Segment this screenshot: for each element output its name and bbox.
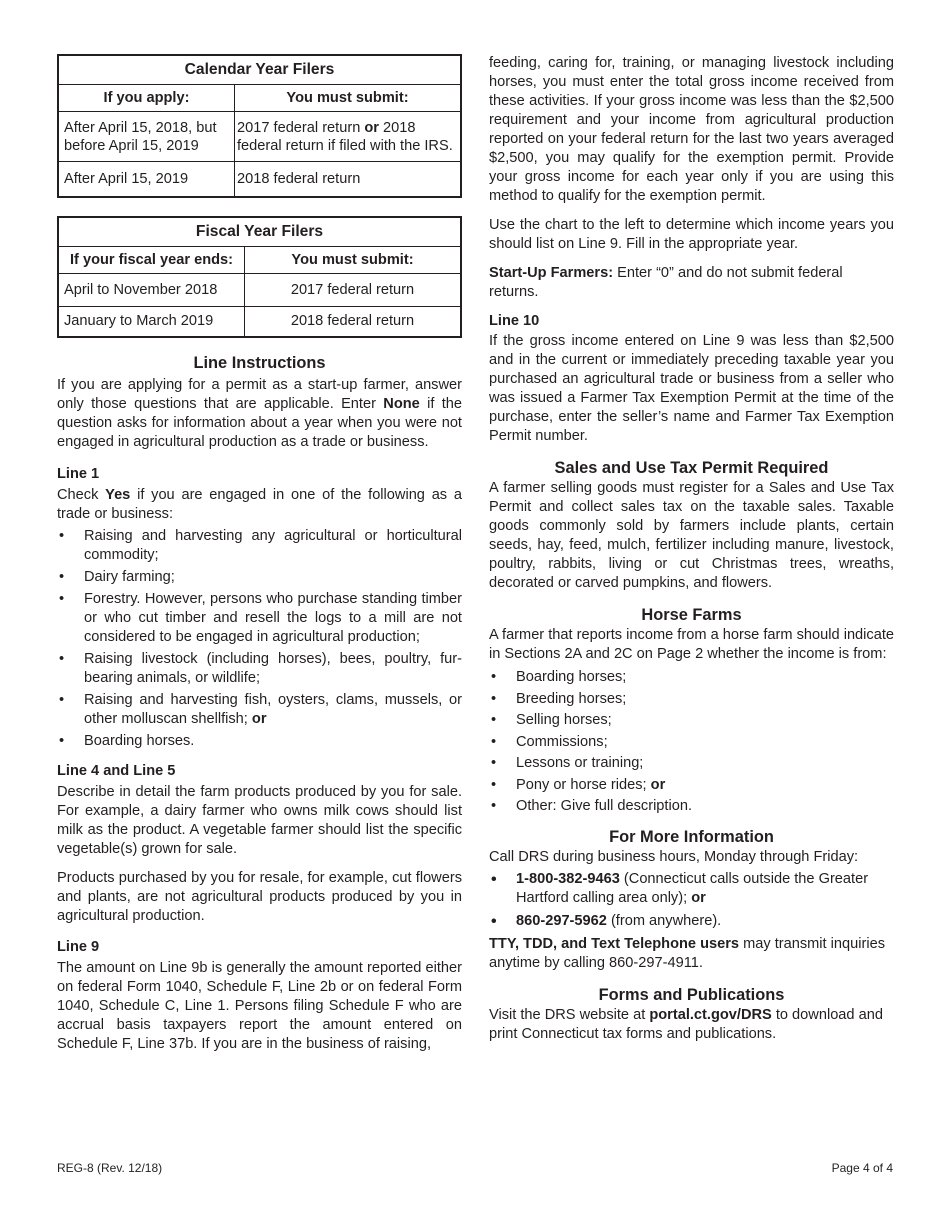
list-item: • Dairy farming; <box>57 568 462 587</box>
startup-farmers-note: Start-Up Farmers: Enter “0” and do not submit federal returns. <box>489 265 843 300</box>
calendar-apply-cell: After April 15, 2018, but before April 15, 2019 <box>58 112 235 162</box>
line9-heading: Line 9 <box>57 939 100 955</box>
fiscal-year-table <box>57 216 462 339</box>
line9-para2: Use the chart to the left to determine which income years you should list on Line 9. Fill in the appropriate year. <box>489 217 894 252</box>
phone-list <box>489 870 894 931</box>
calendar-submit-cell: 2017 federal return or 2018 federal return if filed with the IRS. <box>235 112 462 162</box>
table-row <box>58 306 461 337</box>
line4-5-heading: Line 4 and Line 5 <box>57 763 176 779</box>
forms-heading: Forms and Publications <box>598 986 785 1004</box>
list-item: • Lessons or training; <box>489 754 894 773</box>
horse-farms-heading: Horse Farms <box>641 606 742 624</box>
right-column <box>489 54 894 1044</box>
line1-text: Check Yes if you are engaged in one of the following as a trade or business: <box>57 487 462 522</box>
list-item: • Forestry. However, persons who purchase standing timber or who cut timber and resell the logs to a mill are not considered to be engaged in agricultural production; <box>57 590 462 647</box>
page-number: Page 4 of 4 <box>831 1161 893 1175</box>
sales-tax-text: A farmer selling goods must register for a Sales and Use Tax Permit and collect sales tax on the taxable sales. Taxable goods commonly sold by farmers include plants, certain seeds, hay, feed, mulch, fertilizer including manure, livestock, poultry, rabbits, living or cut Christmas trees, wreaths, decorated or carved pumpkins, and flowers. <box>489 480 894 591</box>
more-info-heading: For More Information <box>609 828 774 846</box>
horse-farms-bullet-list <box>489 668 894 816</box>
fiscal-table-title: Fiscal Year Filers <box>58 217 461 247</box>
list-item: • Boarding horses. <box>57 732 462 751</box>
line-instructions-heading: Line Instructions <box>193 354 326 372</box>
phone-item-anywhere: • 860-297-5962 (from anywhere). <box>489 912 894 931</box>
list-item: • Pony or horse rides; or <box>489 776 894 795</box>
fiscal-submit-cell: 2017 federal return <box>245 273 462 306</box>
forms-text: Visit the DRS website at portal.ct.gov/DRS to download and print Connecticut tax forms and publications. <box>489 1007 883 1042</box>
calendar-col2-header: You must submit: <box>235 85 462 112</box>
fiscal-col2-header: You must submit: <box>245 246 462 273</box>
calendar-table-title: Calendar Year Filers <box>58 55 461 85</box>
more-info-text: Call DRS during business hours, Monday through Friday: <box>489 849 859 865</box>
line4-5-para2: Products purchased by you for resale, for example, cut flowers and plants, are not agricultural products produced by you in agricultural production. <box>57 870 462 924</box>
list-item: • Commissions; <box>489 733 894 752</box>
list-item: • Raising livestock (including horses), bees, poultry, fur-bearing animals, or wildlife; <box>57 650 462 688</box>
list-item: • Raising and harvesting any agricultural or horticultural commodity; <box>57 527 462 565</box>
horse-farms-text: A farmer that reports income from a horse farm should indicate in Sections 2A and 2C on Page 2 whether the income is from: <box>489 627 894 662</box>
table-row <box>58 112 461 162</box>
tty-text: TTY, TDD, and Text Telephone users may transmit inquiries anytime by calling 860-297-4911. <box>489 936 886 971</box>
left-column <box>57 54 462 1054</box>
fiscal-ends-cell: January to March 2019 <box>58 306 245 337</box>
list-item: • Other: Give full description. <box>489 797 894 816</box>
fiscal-col1-header: If your fiscal year ends: <box>58 246 245 273</box>
drs-website-link[interactable]: portal.ct.gov/DRS <box>649 1007 772 1023</box>
line10-text: If the gross income entered on Line 9 was less than $2,500 and in the current or immediately preceding taxable year you purchased an agricultural trade or business from a seller who was issued a Farmer Tax Exemption Permit at the time of the purchase, enter the seller’s name and Farmer Tax Exemption Permit number. <box>489 333 894 444</box>
list-item: • Selling horses; <box>489 711 894 730</box>
line1-bullet-list <box>57 527 462 751</box>
form-id-footer: REG-8 (Rev. 12/18) <box>57 1161 163 1175</box>
calendar-year-table <box>57 54 462 198</box>
line1-heading: Line 1 <box>57 466 100 482</box>
list-item: • Breeding horses; <box>489 690 894 709</box>
list-item: • Boarding horses; <box>489 668 894 687</box>
phone-item-ct: • 1-800-382-9463 (Connecticut calls outside the Greater Hartford calling area only); or <box>489 870 894 908</box>
calendar-submit-cell: 2018 federal return <box>235 162 462 197</box>
table-row <box>58 273 461 306</box>
line9-para1-continued: feeding, caring for, training, or managing livestock including horses, you must enter the total gross income received from these activities. If your gross income was less than the $2,500 requirement and your income from agricultural production reported on your federal return for the last two years averaged $2,500, you may qualify for the exemption permit. Provide your gross income for each year only if you are using this method to qualify for the exemption permit. <box>489 55 894 204</box>
line4-5-para1: Describe in detail the farm products produced by you for sale. For example, a dairy farmer who owns milk cows should list milk as the product. A vegetable farmer should list the specific vegetable(s) grown for sale. <box>57 784 462 857</box>
calendar-apply-cell: After April 15, 2019 <box>58 162 235 197</box>
fiscal-ends-cell: April to November 2018 <box>58 273 245 306</box>
table-row <box>58 162 461 197</box>
line10-heading: Line 10 <box>489 313 540 329</box>
line-instructions-intro: If you are applying for a permit as a start-up farmer, answer only those questions that are applicable. Enter None if the question asks for information about a year when you were not engaged in agricultural production as a trade or business. <box>57 377 462 450</box>
line9-para1-start: The amount on Line 9b is generally the amount reported either on federal Form 1040, Schedule F, Line 2b or on federal Form 1040, Schedule C, Line 1. Persons filing Schedule F who are accrual basis taxpayers report the amount entered on Schedule F, Line 37b. If you are in the business of raising, <box>57 960 462 1052</box>
fiscal-submit-cell: 2018 federal return <box>245 306 462 337</box>
calendar-col1-header: If you apply: <box>58 85 235 112</box>
sales-tax-heading: Sales and Use Tax Permit Required <box>554 459 829 477</box>
list-item: • Raising and harvesting fish, oysters, clams, mussels, or other molluscan shellfish; or <box>57 691 462 729</box>
